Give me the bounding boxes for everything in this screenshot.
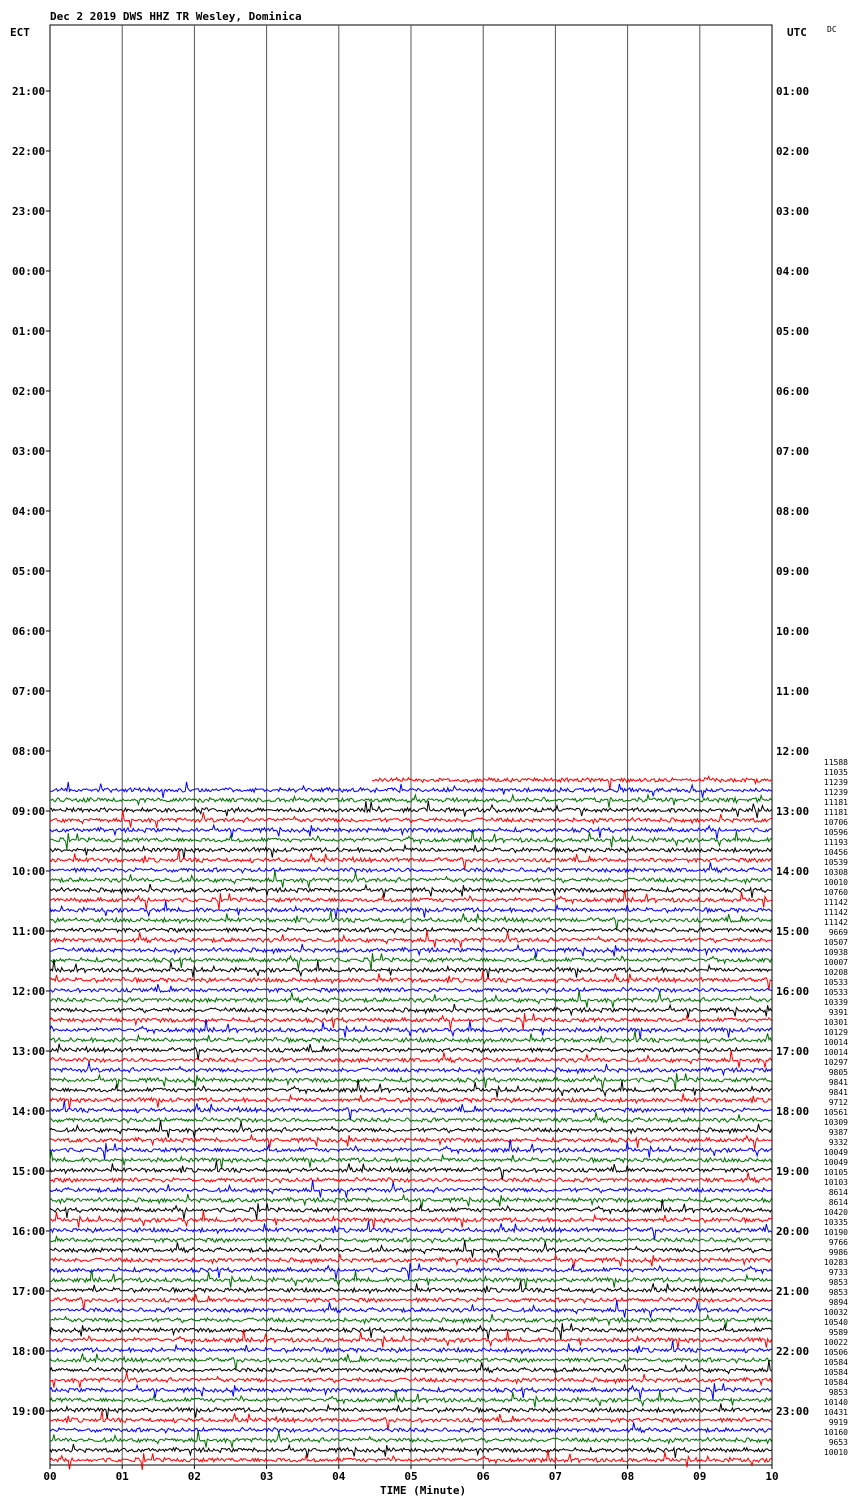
trace-value-label: 10584 bbox=[823, 1368, 848, 1377]
trace-value-label: 9589 bbox=[828, 1328, 848, 1337]
left-time-label: 04:00 bbox=[12, 505, 46, 518]
x-tick-label: 04 bbox=[332, 1470, 346, 1483]
left-time-label: 21:00 bbox=[12, 85, 46, 98]
trace-value-label: 9853 bbox=[828, 1388, 848, 1397]
trace-value-label: 11588 bbox=[823, 758, 848, 767]
trace-value-label: 11239 bbox=[823, 788, 848, 797]
trace-value-label: 10533 bbox=[823, 988, 848, 997]
trace-value-label: 9841 bbox=[828, 1088, 848, 1097]
left-time-label: 23:00 bbox=[12, 205, 46, 218]
left-axis-label: ECT bbox=[10, 26, 30, 39]
left-time-label: 03:00 bbox=[12, 445, 46, 458]
trace-value-label: 10022 bbox=[823, 1338, 848, 1347]
trace-value-label: 10308 bbox=[823, 868, 848, 877]
trace-value-label: 10032 bbox=[823, 1308, 848, 1317]
right-time-label: 05:00 bbox=[776, 325, 810, 338]
trace-value-label: 8614 bbox=[828, 1198, 848, 1207]
left-time-label: 01:00 bbox=[12, 325, 46, 338]
right-time-label: 17:00 bbox=[776, 1045, 810, 1058]
trace-value-label: 11239 bbox=[823, 778, 848, 787]
right-axis-label: UTC bbox=[787, 26, 807, 39]
x-tick-label: 05 bbox=[404, 1470, 418, 1483]
trace-value-label: 10007 bbox=[823, 958, 848, 967]
trace-value-label: 10584 bbox=[823, 1378, 848, 1387]
left-time-label: 09:00 bbox=[12, 805, 46, 818]
trace-value-label: 9712 bbox=[828, 1098, 848, 1107]
trace-value-label: 10533 bbox=[823, 978, 848, 987]
right-time-label: 18:00 bbox=[776, 1105, 810, 1118]
trace-value-label: 10339 bbox=[823, 998, 848, 1007]
trace-value-label: 9669 bbox=[828, 928, 848, 937]
trace-value-label: 10596 bbox=[823, 828, 848, 837]
trace-value-label: 9332 bbox=[828, 1138, 848, 1147]
left-time-label: 19:00 bbox=[12, 1405, 46, 1418]
right-time-label: 06:00 bbox=[776, 385, 810, 398]
trace-value-label: 9853 bbox=[828, 1278, 848, 1287]
trace-value-labels bbox=[824, 758, 848, 1457]
trace-value-label: 10049 bbox=[823, 1158, 848, 1167]
left-time-label: 05:00 bbox=[12, 565, 46, 578]
trace-value-label: 10283 bbox=[823, 1258, 848, 1267]
right-time-label: 13:00 bbox=[776, 805, 810, 818]
trace-value-label: 11181 bbox=[823, 808, 848, 817]
trace-value-label: 10561 bbox=[823, 1108, 848, 1117]
right-time-label: 01:00 bbox=[776, 85, 810, 98]
trace-value-label: 8614 bbox=[828, 1188, 848, 1197]
left-time-label: 06:00 bbox=[12, 625, 46, 638]
right-time-label: 02:00 bbox=[776, 145, 810, 158]
left-time-label: 12:00 bbox=[12, 985, 46, 998]
chart-title: Dec 2 2019 DWS HHZ TR Wesley, Dominica bbox=[50, 10, 302, 23]
trace-value-label: 10431 bbox=[823, 1408, 848, 1417]
trace-value-label: 10105 bbox=[823, 1168, 848, 1177]
trace-value-label: 10103 bbox=[823, 1178, 848, 1187]
left-time-label: 08:00 bbox=[12, 745, 46, 758]
right-time-label: 19:00 bbox=[776, 1165, 810, 1178]
left-time-label: 17:00 bbox=[12, 1285, 46, 1298]
trace-value-label: 10540 bbox=[823, 1318, 848, 1327]
right-time-label: 03:00 bbox=[776, 205, 810, 218]
trace-value-label: 10014 bbox=[823, 1038, 848, 1047]
right-time-label: 16:00 bbox=[776, 985, 810, 998]
x-tick-label: 01 bbox=[115, 1470, 129, 1483]
trace-value-label: 10420 bbox=[823, 1208, 848, 1217]
left-time-label: 22:00 bbox=[12, 145, 46, 158]
trace-value-label: 9766 bbox=[828, 1238, 848, 1247]
left-time-label: 10:00 bbox=[12, 865, 46, 878]
trace-value-label: 10129 bbox=[823, 1028, 848, 1037]
trace-value-label: 9841 bbox=[828, 1078, 848, 1087]
trace-value-label: 10335 bbox=[823, 1218, 848, 1227]
trace-value-label: 10456 bbox=[823, 848, 848, 857]
x-axis-label: TIME (Minute) bbox=[380, 1484, 467, 1497]
right-time-label: 11:00 bbox=[776, 685, 810, 698]
x-tick-label: 10 bbox=[765, 1470, 779, 1483]
left-time-label: 18:00 bbox=[12, 1345, 46, 1358]
left-time-label: 16:00 bbox=[12, 1225, 46, 1238]
trace-value-label: 9894 bbox=[828, 1298, 848, 1307]
x-tick-labels bbox=[43, 1465, 778, 1483]
right-time-label: 08:00 bbox=[776, 505, 810, 518]
trace-value-label: 10938 bbox=[823, 948, 848, 957]
trace-value-label: 10760 bbox=[823, 888, 848, 897]
trace-value-label: 10010 bbox=[823, 878, 848, 887]
trace-value-label: 10010 bbox=[823, 1448, 848, 1457]
trace-value-label: 10507 bbox=[823, 938, 848, 947]
trace-value-label: 10049 bbox=[823, 1148, 848, 1157]
left-time-label: 11:00 bbox=[12, 925, 46, 938]
left-time-label: 00:00 bbox=[12, 265, 46, 278]
trace-value-label: 10014 bbox=[823, 1048, 848, 1057]
trace-value-label: 11142 bbox=[823, 898, 848, 907]
right-time-label: 22:00 bbox=[776, 1345, 810, 1358]
corner-tag: DC bbox=[827, 25, 837, 34]
x-tick-label: 02 bbox=[187, 1470, 202, 1483]
x-tick-label: 06 bbox=[476, 1470, 490, 1483]
seismic-trace bbox=[372, 776, 771, 790]
right-time-label: 10:00 bbox=[776, 625, 810, 638]
right-time-label: 09:00 bbox=[776, 565, 810, 578]
trace-value-label: 10584 bbox=[823, 1358, 848, 1367]
right-time-label: 15:00 bbox=[776, 925, 810, 938]
trace-value-label: 10297 bbox=[823, 1058, 848, 1067]
left-time-label: 02:00 bbox=[12, 385, 46, 398]
right-time-label: 04:00 bbox=[776, 265, 810, 278]
x-tick-label: 08 bbox=[620, 1470, 635, 1483]
left-time-label: 13:00 bbox=[12, 1045, 46, 1058]
right-time-label: 21:00 bbox=[776, 1285, 810, 1298]
trace-value-label: 9391 bbox=[828, 1008, 848, 1017]
trace-value-label: 9805 bbox=[828, 1068, 848, 1077]
right-time-label: 07:00 bbox=[776, 445, 810, 458]
trace-value-label: 10160 bbox=[823, 1428, 848, 1437]
right-time-label: 12:00 bbox=[776, 745, 810, 758]
trace-value-label: 11142 bbox=[823, 918, 848, 927]
x-tick-label: 09 bbox=[693, 1470, 707, 1483]
trace-value-label: 9733 bbox=[828, 1268, 848, 1277]
trace-value-label: 10140 bbox=[823, 1398, 848, 1407]
trace-value-label: 9653 bbox=[828, 1438, 848, 1447]
trace-value-label: 10190 bbox=[823, 1228, 848, 1237]
trace-value-label: 9387 bbox=[828, 1128, 848, 1137]
trace-value-label: 10309 bbox=[823, 1118, 848, 1127]
trace-value-label: 9919 bbox=[828, 1418, 848, 1427]
trace-value-label: 10208 bbox=[823, 968, 848, 977]
x-tick-label: 00 bbox=[43, 1470, 57, 1483]
right-time-labels bbox=[776, 85, 809, 1418]
trace-value-label: 11181 bbox=[823, 798, 848, 807]
x-tick-label: 07 bbox=[548, 1470, 563, 1483]
left-time-label: 15:00 bbox=[12, 1165, 46, 1178]
right-time-label: 14:00 bbox=[776, 865, 810, 878]
left-time-label: 07:00 bbox=[12, 685, 46, 698]
trace-value-label: 11035 bbox=[823, 768, 848, 777]
x-tick-label: 03 bbox=[259, 1470, 274, 1483]
trace-value-label: 10301 bbox=[823, 1018, 848, 1027]
trace-value-label: 9986 bbox=[828, 1248, 848, 1257]
trace-value-label: 11142 bbox=[823, 908, 848, 917]
trace-value-label: 10506 bbox=[823, 1348, 848, 1357]
left-time-label: 14:00 bbox=[12, 1105, 46, 1118]
right-time-label: 20:00 bbox=[776, 1225, 810, 1238]
trace-value-label: 10539 bbox=[823, 858, 848, 867]
trace-value-label: 11193 bbox=[823, 838, 848, 847]
left-time-labels bbox=[12, 85, 50, 1418]
trace-value-label: 9853 bbox=[828, 1288, 848, 1297]
trace-value-label: 10706 bbox=[823, 818, 848, 827]
right-time-label: 23:00 bbox=[776, 1405, 810, 1418]
